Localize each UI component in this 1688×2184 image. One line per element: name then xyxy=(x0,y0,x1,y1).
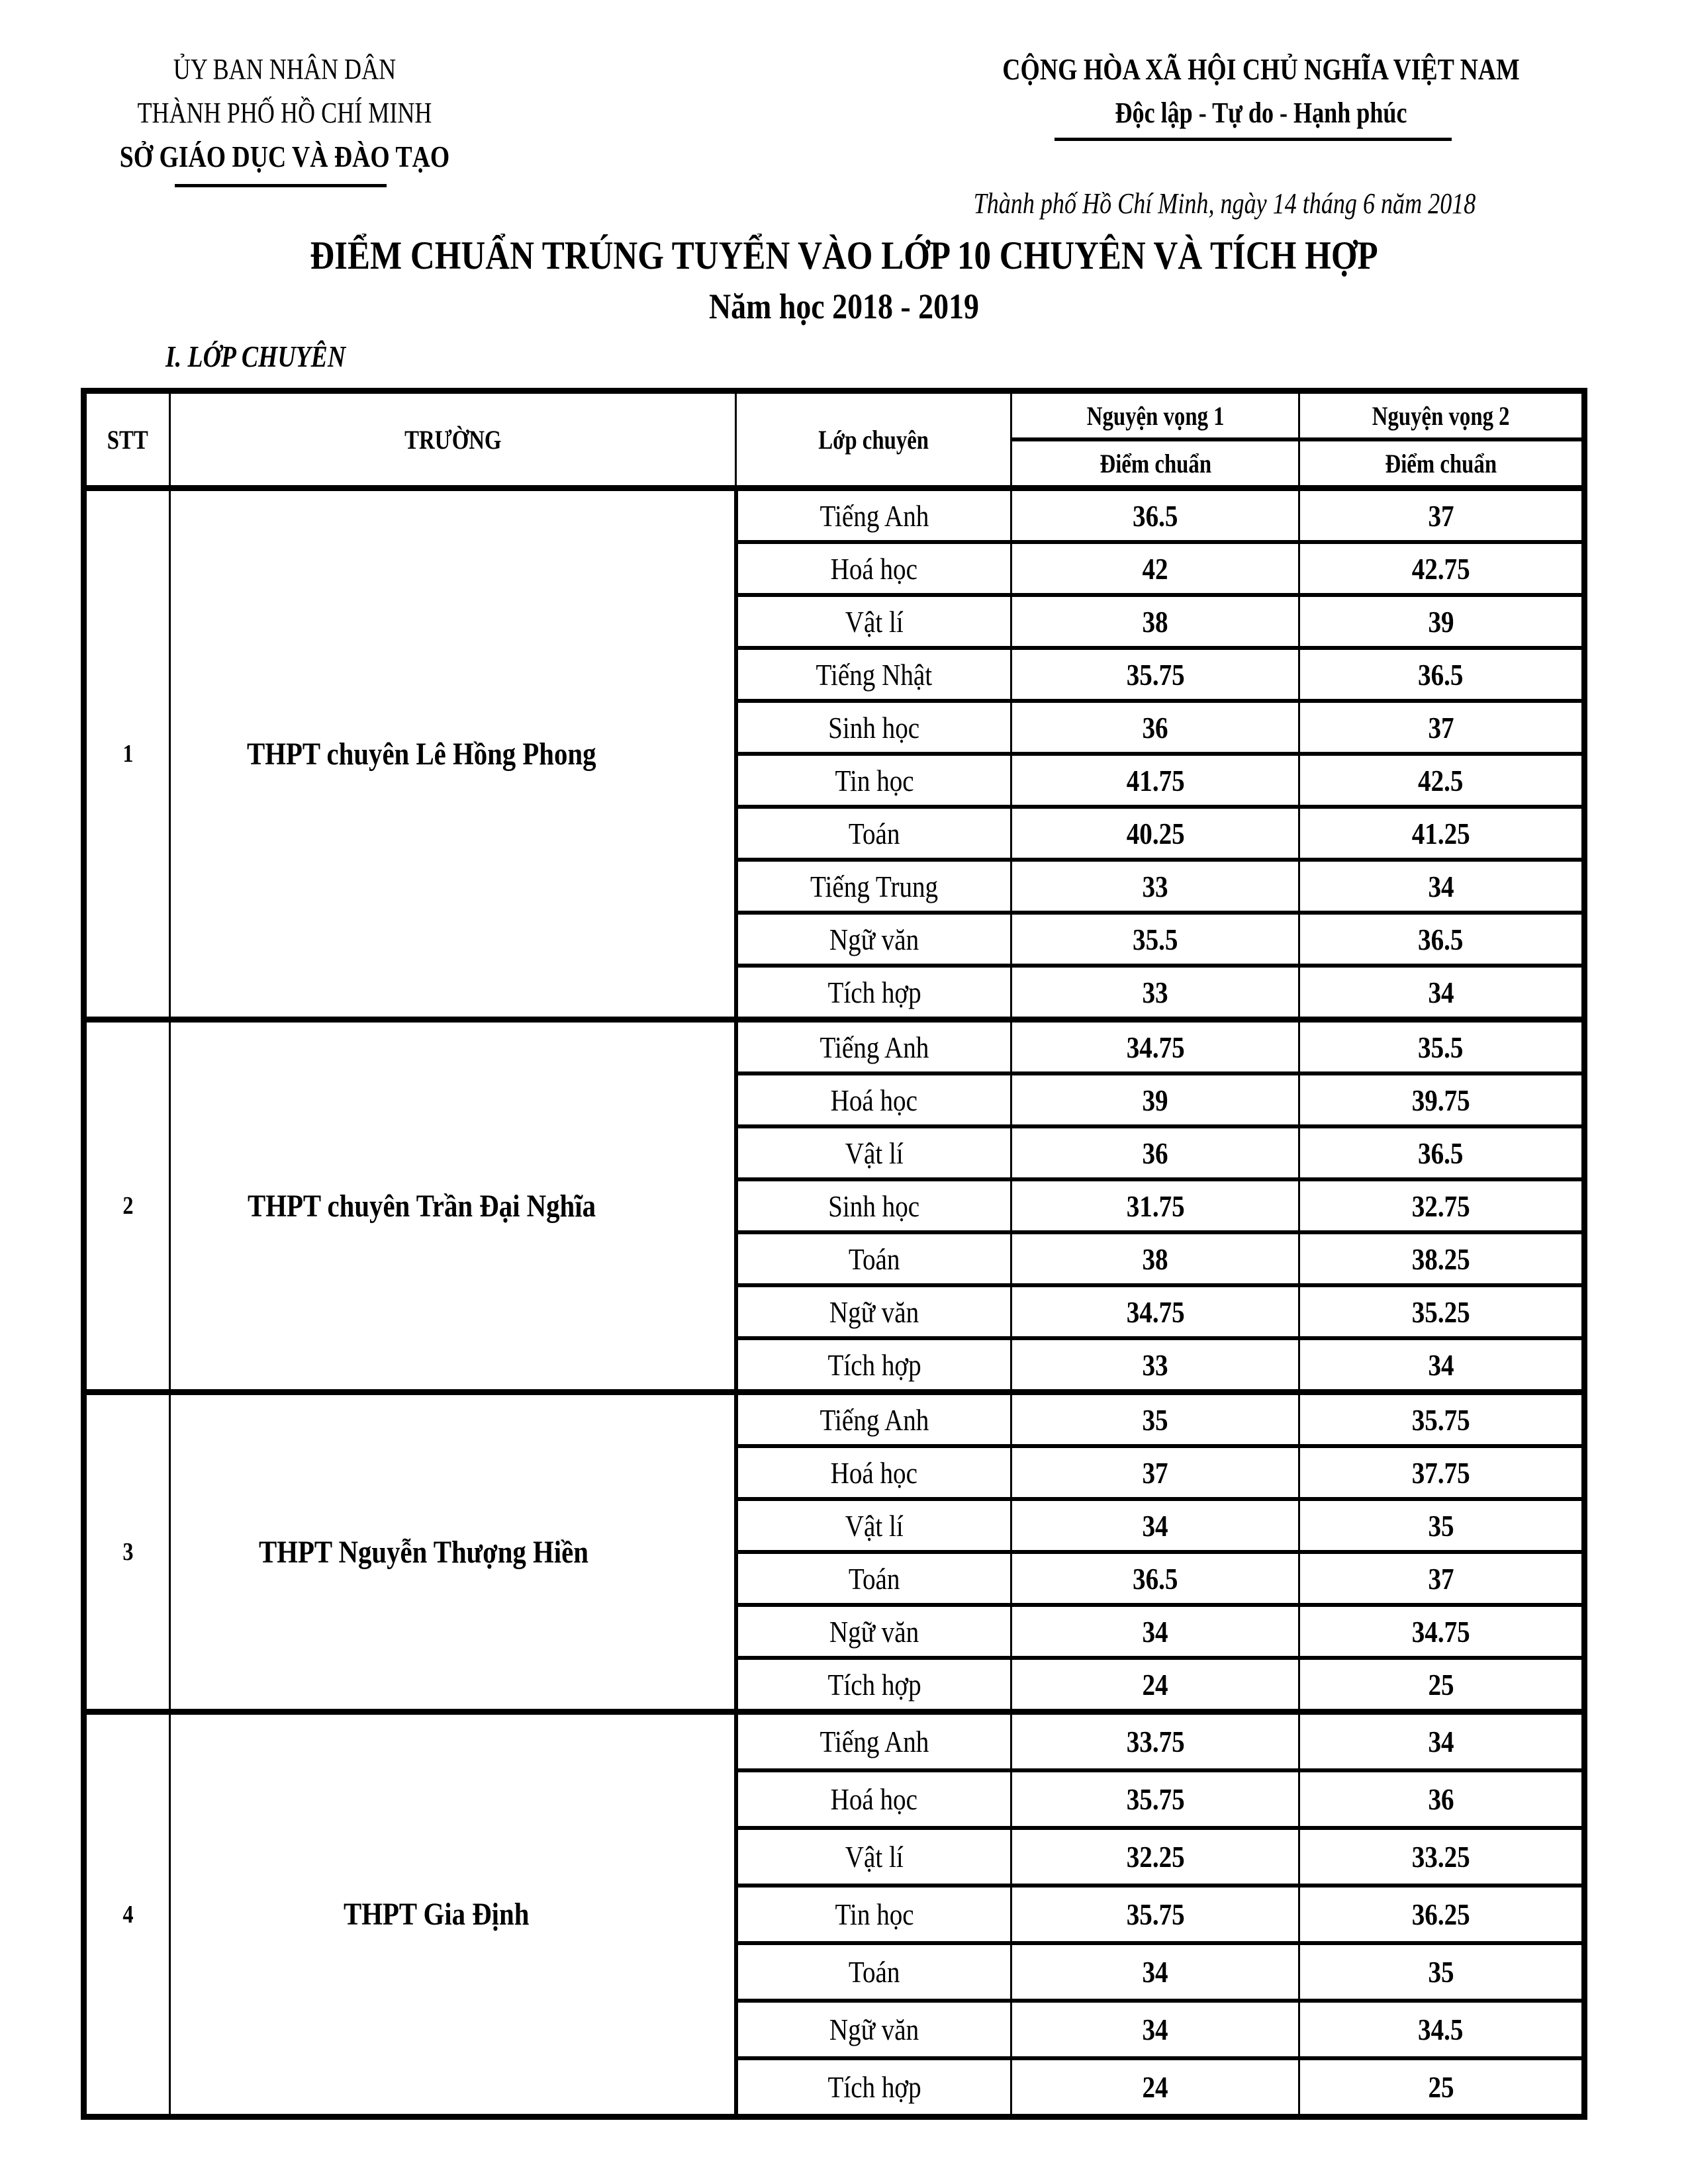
stt-cell: 2 xyxy=(84,1020,170,1392)
header-school: TRƯỜNG xyxy=(170,391,736,488)
nv1-score-cell: 37 xyxy=(1011,1446,1299,1499)
header-aspiration-1: Nguyện vọng 1 xyxy=(1011,391,1299,440)
school-name-cell: THPT chuyên Lê Hồng Phong xyxy=(170,488,736,1020)
subject-cell: Tiếng Nhật xyxy=(736,648,1011,701)
subject-cell: Ngữ văn xyxy=(736,2001,1011,2058)
table-row xyxy=(84,1392,1585,1447)
header-cutoff-1: Điểm chuẩn xyxy=(1011,439,1299,488)
nv2-score-cell: 38.25 xyxy=(1299,1232,1585,1285)
subject-cell: Tin học xyxy=(736,754,1011,807)
nv1-score-cell: 35.75 xyxy=(1011,1770,1299,1828)
school-name-cell: THPT Gia Định xyxy=(170,1712,736,2117)
nv2-score-cell: 37 xyxy=(1299,488,1585,543)
nv2-score-cell: 35 xyxy=(1299,1499,1585,1552)
subject-cell: Tiếng Anh xyxy=(736,1392,1011,1447)
subject-cell: Tiếng Trung xyxy=(736,860,1011,913)
nv2-score-cell: 35.75 xyxy=(1299,1392,1585,1447)
nv1-score-cell: 35.75 xyxy=(1011,1886,1299,1943)
nv1-score-cell: 36 xyxy=(1011,701,1299,754)
nv2-score-cell: 34 xyxy=(1299,860,1585,913)
nv1-score-cell: 33 xyxy=(1011,1338,1299,1392)
nv2-score-cell: 34.5 xyxy=(1299,2001,1585,2058)
subject-cell: Hoá học xyxy=(736,542,1011,595)
school-name-cell: THPT Nguyễn Thượng Hiền xyxy=(170,1392,736,1712)
nv1-score-cell: 34.75 xyxy=(1011,1285,1299,1338)
section-heading: I. LỚP CHUYÊN xyxy=(165,340,346,373)
nv2-score-cell: 25 xyxy=(1299,2058,1585,2117)
subject-cell: Hoá học xyxy=(736,1073,1011,1126)
authority-underline xyxy=(175,184,387,187)
header-specialized-class: Lớp chuyên xyxy=(736,391,1011,488)
nv1-score-cell: 24 xyxy=(1011,2058,1299,2117)
nv1-score-cell: 35 xyxy=(1011,1392,1299,1447)
subject-cell: Toán xyxy=(736,807,1011,860)
stt-cell: 1 xyxy=(84,488,170,1020)
subject-cell: Ngữ văn xyxy=(736,1285,1011,1338)
subject-cell: Tin học xyxy=(736,1886,1011,1943)
table-body xyxy=(84,488,1585,2117)
subject-cell: Hoá học xyxy=(736,1770,1011,1828)
header-cutoff-2: Điểm chuẩn xyxy=(1299,439,1585,488)
nv2-score-cell: 33.25 xyxy=(1299,1828,1585,1886)
issuing-authority-block xyxy=(73,48,496,187)
nv1-score-cell: 36 xyxy=(1011,1126,1299,1179)
nv2-score-cell: 25 xyxy=(1299,1658,1585,1712)
header-aspiration-2: Nguyện vọng 2 xyxy=(1299,391,1585,440)
subject-cell: Tiếng Anh xyxy=(736,488,1011,543)
nv1-score-cell: 40.25 xyxy=(1011,807,1299,860)
nv1-score-cell: 34 xyxy=(1011,1943,1299,2001)
stt-cell: 4 xyxy=(84,1712,170,2117)
authority-line-2: THÀNH PHỐ HỒ CHÍ MINH xyxy=(137,97,432,129)
subject-cell: Tích hợp xyxy=(736,1658,1011,1712)
nv2-score-cell: 41.25 xyxy=(1299,807,1585,860)
nv2-score-cell: 35.5 xyxy=(1299,1020,1585,1074)
nv1-score-cell: 41.75 xyxy=(1011,754,1299,807)
nv2-score-cell: 37 xyxy=(1299,701,1585,754)
nv1-score-cell: 36.5 xyxy=(1011,1552,1299,1605)
subject-cell: Vật lí xyxy=(736,1828,1011,1886)
subject-cell: Tiếng Anh xyxy=(736,1020,1011,1074)
nv2-score-cell: 36.25 xyxy=(1299,1886,1585,1943)
nv2-score-cell: 36.5 xyxy=(1299,1126,1585,1179)
nv2-score-cell: 36.5 xyxy=(1299,648,1585,701)
subject-cell: Sinh học xyxy=(736,701,1011,754)
table-row xyxy=(84,488,1585,543)
nv2-score-cell: 35.25 xyxy=(1299,1285,1585,1338)
stt-cell: 3 xyxy=(84,1392,170,1712)
national-motto-block xyxy=(900,48,1622,141)
nv2-score-cell: 36.5 xyxy=(1299,913,1585,966)
nv1-score-cell: 35.5 xyxy=(1011,913,1299,966)
subject-cell: Tích hợp xyxy=(736,1338,1011,1392)
table-row xyxy=(84,1020,1585,1074)
subject-cell: Ngữ văn xyxy=(736,913,1011,966)
subject-cell: Toán xyxy=(736,1552,1011,1605)
national-motto: Độc lập - Tự do - Hạnh phúc xyxy=(1115,97,1407,129)
header-stt: STT xyxy=(84,391,170,488)
document-title: ĐIỂM CHUẨN TRÚNG TUYỂN VÀO LỚP 10 CHUYÊN VÀ TÍCH HỢP xyxy=(310,234,1378,277)
nv1-score-cell: 31.75 xyxy=(1011,1179,1299,1232)
subject-cell: Tích hợp xyxy=(736,2058,1011,2117)
authority-line-1: ỦY BAN NHÂN DÂN xyxy=(173,53,397,85)
subject-cell: Toán xyxy=(736,1232,1011,1285)
authority-line-3: SỞ GIÁO DỤC VÀ ĐÀO TẠO xyxy=(119,140,450,173)
nv2-score-cell: 34 xyxy=(1299,1338,1585,1392)
nv1-score-cell: 38 xyxy=(1011,595,1299,648)
nv1-score-cell: 34 xyxy=(1011,1605,1299,1658)
date-line: Thành phố Hồ Chí Minh, ngày 14 tháng 6 năm 2018 xyxy=(973,187,1476,220)
cutoff-score-table xyxy=(81,388,1587,2120)
nv1-score-cell: 32.25 xyxy=(1011,1828,1299,1886)
nv2-score-cell: 34 xyxy=(1299,966,1585,1020)
nv2-score-cell: 39 xyxy=(1299,595,1585,648)
subject-cell: Tích hợp xyxy=(736,966,1011,1020)
subject-cell: Vật lí xyxy=(736,1499,1011,1552)
nv2-score-cell: 35 xyxy=(1299,1943,1585,2001)
nv1-score-cell: 34.75 xyxy=(1011,1020,1299,1074)
school-name-cell: THPT chuyên Trần Đại Nghĩa xyxy=(170,1020,736,1392)
nv1-score-cell: 33.75 xyxy=(1011,1712,1299,1771)
nv1-score-cell: 24 xyxy=(1011,1658,1299,1712)
nv2-score-cell: 34 xyxy=(1299,1712,1585,1771)
nv2-score-cell: 42.5 xyxy=(1299,754,1585,807)
nv1-score-cell: 34 xyxy=(1011,2001,1299,2058)
nv1-score-cell: 36.5 xyxy=(1011,488,1299,543)
subject-cell: Toán xyxy=(736,1943,1011,2001)
subject-cell: Tiếng Anh xyxy=(736,1712,1011,1771)
nv2-score-cell: 39.75 xyxy=(1299,1073,1585,1126)
nv2-score-cell: 36 xyxy=(1299,1770,1585,1828)
nv1-score-cell: 34 xyxy=(1011,1499,1299,1552)
nv1-score-cell: 33 xyxy=(1011,860,1299,913)
nv2-score-cell: 42.75 xyxy=(1299,542,1585,595)
table-row xyxy=(84,1712,1585,1771)
national-name: CỘNG HÒA XÃ HỘI CHỦ NGHĨA VIỆT NAM xyxy=(1002,52,1520,86)
subject-cell: Hoá học xyxy=(736,1446,1011,1499)
nv2-score-cell: 37.75 xyxy=(1299,1446,1585,1499)
motto-underline xyxy=(1055,138,1452,141)
nv1-score-cell: 38 xyxy=(1011,1232,1299,1285)
nv2-score-cell: 37 xyxy=(1299,1552,1585,1605)
nv1-score-cell: 33 xyxy=(1011,966,1299,1020)
nv1-score-cell: 35.75 xyxy=(1011,648,1299,701)
nv2-score-cell: 34.75 xyxy=(1299,1605,1585,1658)
subject-cell: Vật lí xyxy=(736,595,1011,648)
subject-cell: Vật lí xyxy=(736,1126,1011,1179)
document-subtitle: Năm học 2018 - 2019 xyxy=(709,287,979,326)
nv1-score-cell: 42 xyxy=(1011,542,1299,595)
nv2-score-cell: 32.75 xyxy=(1299,1179,1585,1232)
subject-cell: Sinh học xyxy=(736,1179,1011,1232)
nv1-score-cell: 39 xyxy=(1011,1073,1299,1126)
subject-cell: Ngữ văn xyxy=(736,1605,1011,1658)
